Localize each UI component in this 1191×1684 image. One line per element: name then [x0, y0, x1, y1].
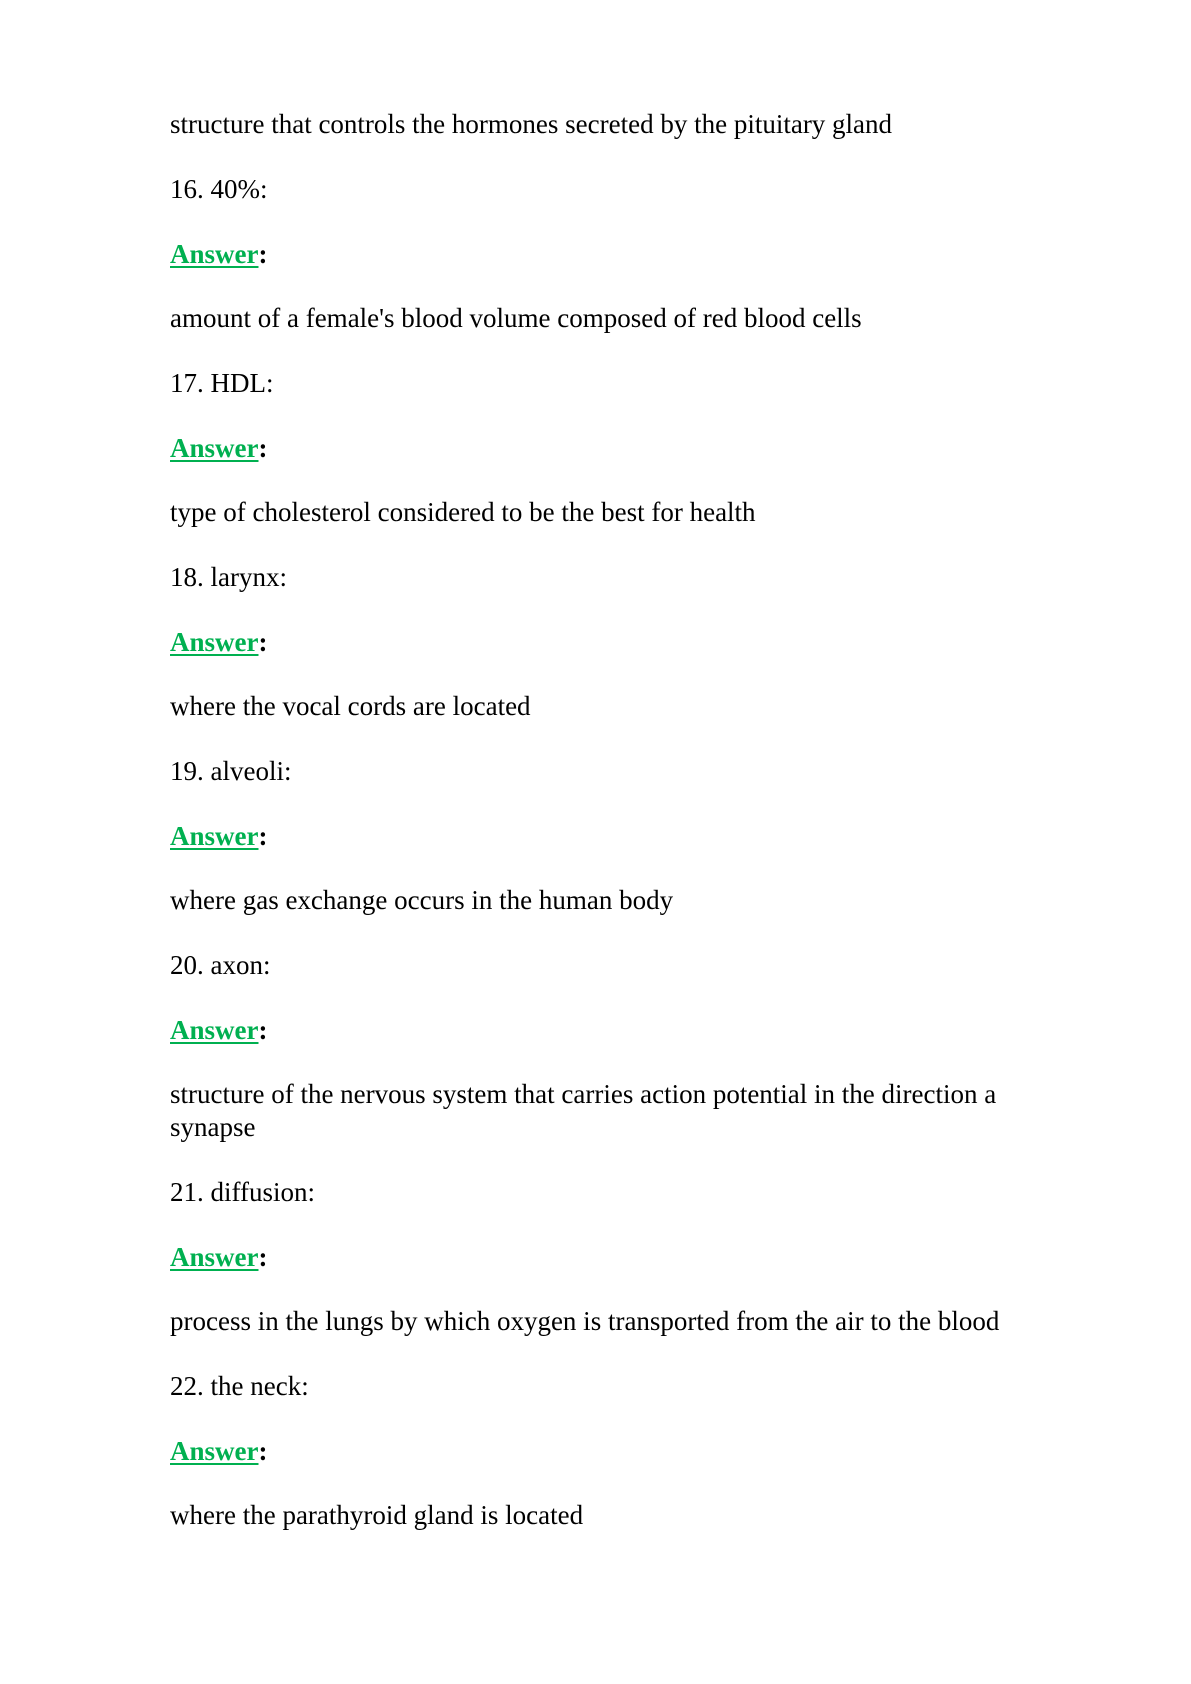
- answer-link[interactable]: Answer: [170, 1015, 259, 1045]
- answer-heading: [170, 1014, 1050, 1047]
- answer-colon: :: [258, 627, 268, 657]
- answer-colon: :: [258, 1242, 268, 1272]
- continuation-answer-text: structure that controls the hormones secreted by the pituitary gland: [170, 109, 893, 139]
- answer-link[interactable]: Answer: [170, 1436, 259, 1466]
- question-text: 19. alveoli:: [170, 756, 292, 786]
- answer-heading: [170, 1435, 1050, 1468]
- answer-colon: :: [258, 433, 268, 463]
- answer-heading: [170, 432, 1050, 465]
- qa-item-17: [170, 367, 1050, 529]
- answer-link[interactable]: Answer: [170, 821, 259, 851]
- qa-item-20: [170, 949, 1050, 1144]
- qa-item-22: [170, 1370, 1050, 1532]
- answer-text: where gas exchange occurs in the human body: [170, 885, 674, 915]
- qa-item-19: [170, 755, 1050, 917]
- qa-item-21: [170, 1176, 1050, 1338]
- answer-heading: [170, 238, 1050, 271]
- question-text: 22. the neck:: [170, 1371, 309, 1401]
- qa-item-16: [170, 173, 1050, 335]
- question-text: 21. diffusion:: [170, 1177, 316, 1207]
- answer-colon: :: [258, 1436, 268, 1466]
- question-text: 17. HDL:: [170, 368, 274, 398]
- answer-colon: :: [258, 239, 268, 269]
- answer-link[interactable]: Answer: [170, 1242, 259, 1272]
- answer-text: amount of a female's blood volume composed of red blood cells: [170, 303, 862, 333]
- answer-heading: [170, 820, 1050, 853]
- answer-text: type of cholesterol considered to be the best for health: [170, 497, 756, 527]
- answer-text: process in the lungs by which oxygen is transported from the air to the blood: [170, 1306, 1000, 1336]
- answer-link[interactable]: Answer: [170, 433, 259, 463]
- answer-colon: :: [258, 821, 268, 851]
- document-page: [170, 108, 1050, 1564]
- question-text: 18. larynx:: [170, 562, 287, 592]
- answer-heading: [170, 1241, 1050, 1274]
- answer-link[interactable]: Answer: [170, 627, 259, 657]
- answer-text: where the vocal cords are located: [170, 691, 531, 721]
- answer-colon: :: [258, 1015, 268, 1045]
- answer-heading: [170, 626, 1050, 659]
- answer-text: structure of the nervous system that carries action potential in the direction a synapse: [170, 1079, 997, 1142]
- qa-item-18: [170, 561, 1050, 723]
- question-text: 20. axon:: [170, 950, 271, 980]
- answer-link[interactable]: Answer: [170, 239, 259, 269]
- question-text: 16. 40%:: [170, 174, 268, 204]
- answer-text: where the parathyroid gland is located: [170, 1500, 584, 1530]
